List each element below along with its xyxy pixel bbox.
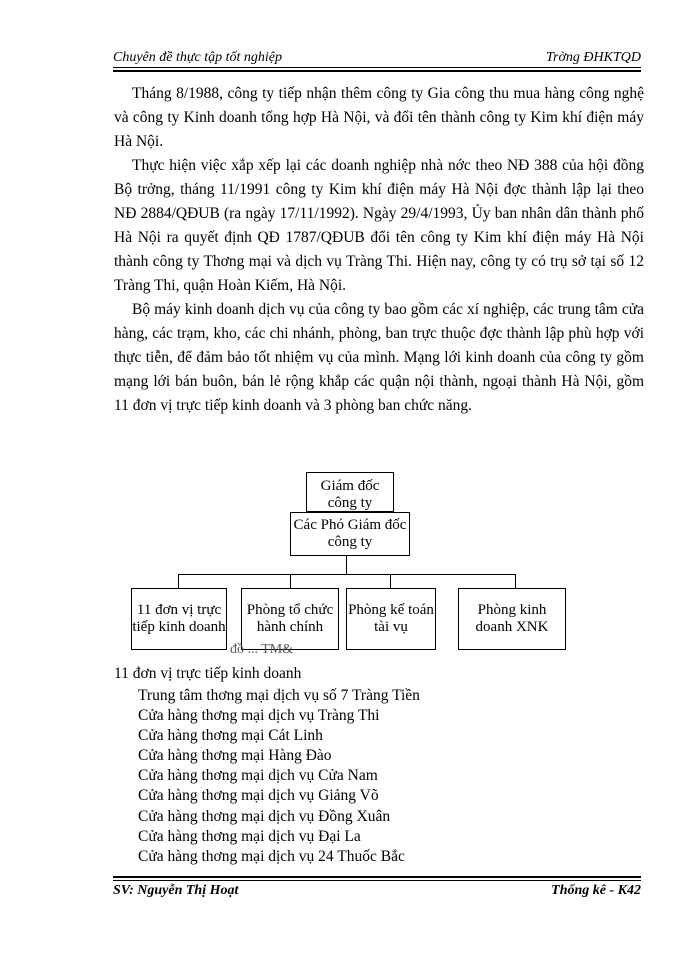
footer-author: SV: Nguyễn Thị Hoạt bbox=[113, 883, 239, 898]
list-item: Cửa hàng thơng mại dịch vụ Tràng Thi bbox=[138, 707, 380, 725]
header-divider-thick bbox=[113, 70, 641, 72]
drop-line bbox=[515, 574, 516, 588]
unit-label: Phòng tổ chức hành chính bbox=[246, 602, 334, 635]
chart-caption: đồ ... TM& bbox=[230, 642, 294, 657]
unit-label: Phòng kinh doanh XNK bbox=[475, 602, 549, 635]
footer-divider bbox=[113, 880, 641, 881]
list-item: Cửa hàng thơng mại Hàng Đào bbox=[138, 747, 332, 765]
list-item: Cửa hàng thơng mại dịch vụ Giảng Võ bbox=[138, 787, 379, 805]
director-box bbox=[306, 472, 394, 512]
document-body bbox=[114, 82, 644, 418]
deputies-box bbox=[290, 512, 410, 556]
paragraph: Tháng 8/1988, công ty tiếp nhận thêm công ty Gia công thu mua hàng công nghệ và công ty Kinh doanh tổng hợp Hà Nội, và đổi tên thành công ty Kim khí điện máy Hà Nội. bbox=[114, 85, 644, 150]
drop-line bbox=[178, 574, 179, 588]
list-item: Cửa hàng thơng mại dịch vụ Đại La bbox=[138, 827, 361, 845]
unit-label: 11 đơn vị trực tiếp kinh doanh bbox=[132, 602, 226, 635]
trunk-line bbox=[346, 556, 347, 574]
drop-line bbox=[390, 574, 391, 588]
list-item: Trung tâm thơng mại dịch vụ số 7 Tràng Tiền bbox=[138, 687, 420, 704]
branch-line bbox=[178, 574, 516, 575]
header-title: Chuyên đề thực tập tốt nghiệp bbox=[113, 50, 282, 65]
list-item: Cửa hàng thơng mại dịch vụ 24 Thuốc Bắc bbox=[138, 847, 405, 865]
footer-class: Thống kê - K42 bbox=[551, 883, 641, 898]
paragraph: Thực hiện việc xắp xếp lại các doanh nghiệp nhà nớc theo NĐ 388 của hội đồng Bộ trởng, tháng 11/1991 công ty Kim khí điện máy Hà Nội đợc thành lập lại theo NĐ 2884/QĐUB (ra ngày 17/11/1992). Ngày 29/4/1993, Ủy ban nhân dân thành phố Hà Nội ra quyết định QĐ 1787/QĐUB đổi tên công ty Kim khí điện máy Hà Nội thành công ty Thơng mại và dịch vụ Tràng Thi. Hiện nay, công ty có trụ sở tại số 12 Tràng Thi, quận Hoàn Kiếm, Hà Nội. bbox=[114, 157, 644, 294]
paragraph: Bộ máy kinh doanh dịch vụ của công ty bao gồm các xí nghiệp, các trung tâm cửa hàng, các trạm, kho, các chi nhánh, phòng, ban trực thuộc đợc thành lập phù hợp với thực tiễn, để đảm bảo tốt nhiệm vụ của mình. Mạng lới kinh doanh của công ty gồm mạng lới bán buôn, bán lẻ rộng khắp các quận nội thành, ngoại thành Hà Nội, gồm 11 đơn vị trực tiếp kinh doanh và 3 phòng ban chức năng. bbox=[114, 301, 644, 414]
unit-list-title: 11 đơn vị trực tiếp kinh doanh bbox=[114, 665, 302, 682]
deputies-label: Các Phó Giám đốc công ty bbox=[293, 517, 407, 550]
header-divider bbox=[113, 67, 641, 68]
unit-label: Phòng kế toán tài vụ bbox=[348, 602, 434, 635]
list-item: Cửa hàng thơng mại Cát Linh bbox=[138, 727, 323, 745]
page-header bbox=[113, 50, 641, 66]
page-footer bbox=[113, 882, 641, 900]
footer-divider-thick bbox=[113, 876, 641, 878]
header-school: Trờng ĐHKTQD bbox=[546, 50, 641, 65]
director-label: Giám đốc công ty bbox=[320, 478, 380, 511]
drop-line bbox=[290, 574, 291, 588]
unit-box-business bbox=[131, 588, 227, 650]
list-item: Cửa hàng thơng mại dịch vụ Đồng Xuân bbox=[138, 807, 391, 825]
unit-list bbox=[138, 686, 420, 867]
list-item: Cửa hàng thơng mại dịch vụ Cửa Nam bbox=[138, 767, 378, 785]
